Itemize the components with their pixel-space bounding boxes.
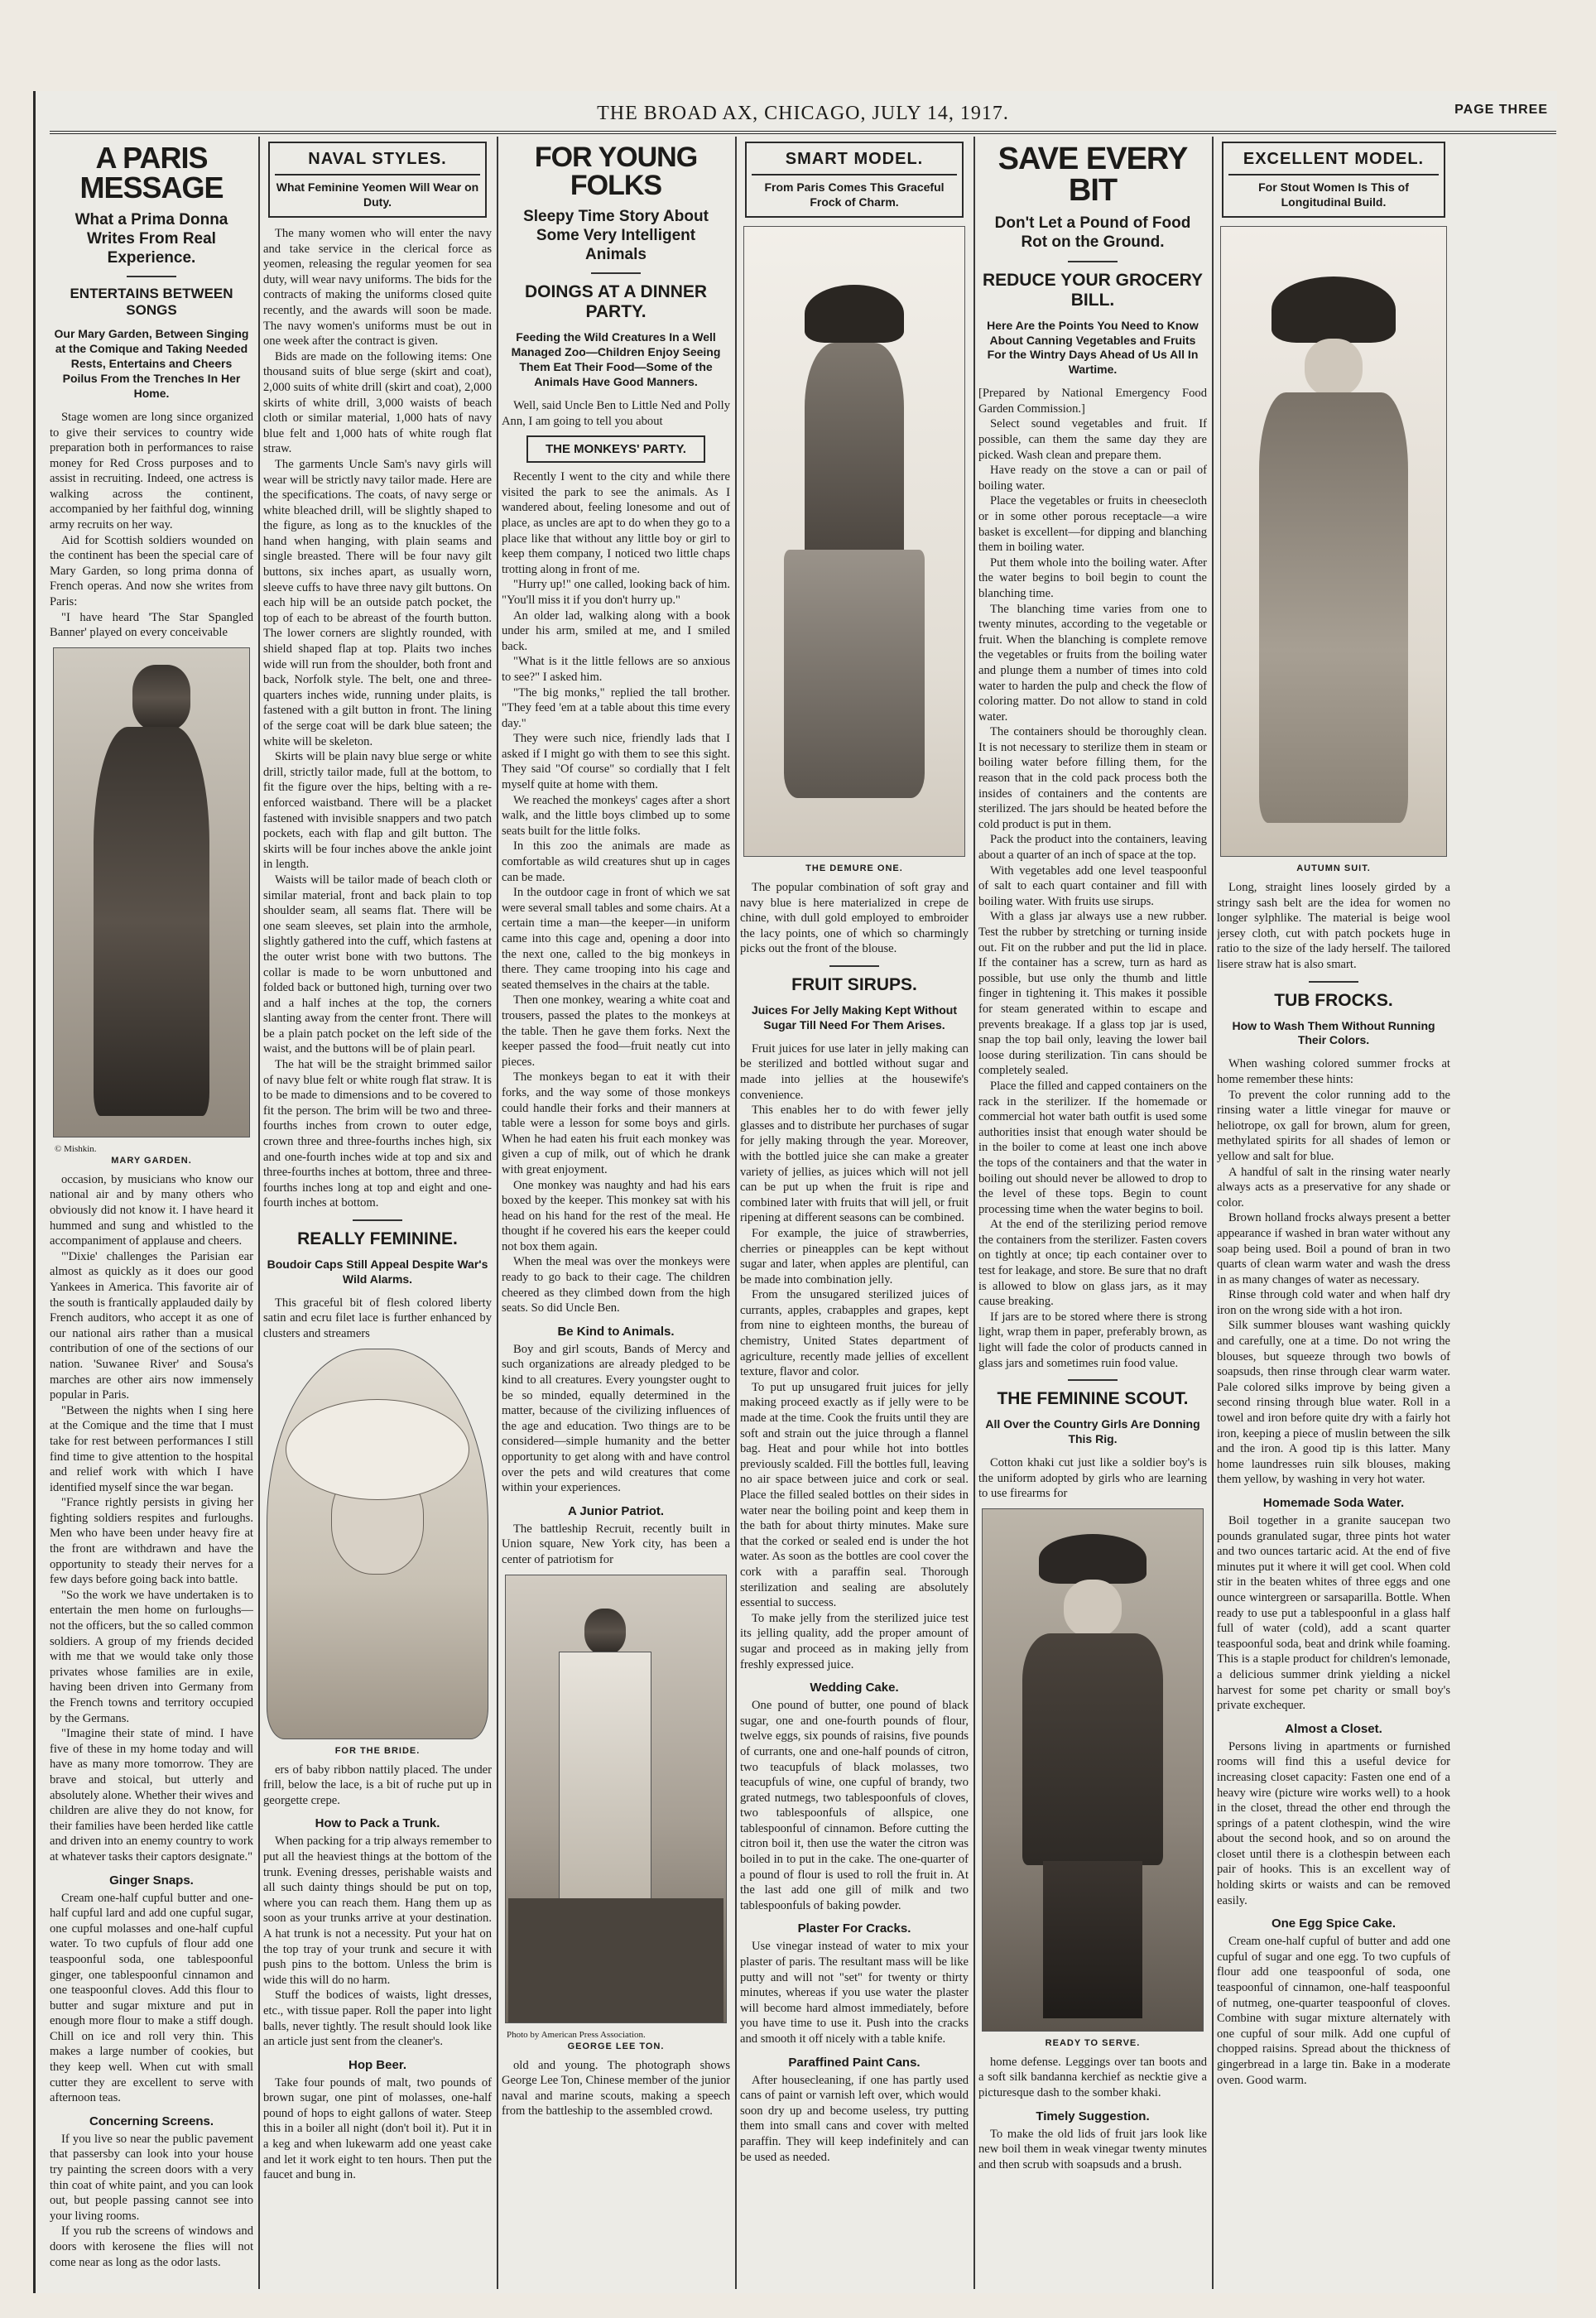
column-young-folks (502, 137, 730, 2289)
boy-uniform (559, 1652, 651, 1902)
subhead: What a Prima Donna Writes From Real Experience. (75, 211, 228, 267)
body-text: Boil together in a granite saucepan two pounds granulated sugar, three pints hot water and two ounces tartaric acid. At the end of five minutes put it where it will get cool. When cold stir in the beaten whites of three eggs and one ounce wintergreen or sarsaparilla. Bottle. When ready to use put a tablespoonful in a glass half full of water (cold), add a scant quarter teaspoonful soda, beat and drink while foaming. This is a staple product for children's lemonade, a delicious summer drink yielding a nickel harvest for some pet charity or small boy's private exchequer. (1217, 1514, 1450, 1713)
body-text: "What is it the little fellows are so anxious to see?" I asked him. (502, 655, 730, 684)
body-text: Cotton khaki cut just like a soldier boy's is the uniform adopted by girls who are learning to use firearms for (978, 1456, 1207, 1501)
body-text: occasion, by musicians who know our national air and by many others who obviously did not know it. I have heard it hummed and sung and whistled to the accompaniment of applause and cheers. (50, 1172, 253, 1248)
body-text: To put up unsugared fruit juices for jelly making proceed exactly as if jelly were to be made at the time. Cook the fruits until they are soft and strain out the juice through a flannel bag. Heat and pour while hot into bottles previously scalded. Fill the bottles full, leaving no air space between juice and cork or seal. Place the filled sealed bottles on their sides in water near the boiling point and keep them in the bath for about thirty minutes. Make sure that the corked or sealed end is under the hot water. As soon as the bottles are cool cover the cork with a paraffin seal. Thorough sterilization and sealing are absolutely essential to success. (740, 1380, 969, 1610)
body-text: old and young. The photograph shows George Lee Ton, Chinese member of the junior naval and marine scouts, making a speech from the battleship to the assembled crowd. (502, 2058, 730, 2118)
body-text: After housecleaning, if one has partly used cans of paint or varnish left over, which would soon dry up and become useless, try putting them into small cans and cover with melted paraffin. They will keep indefinitely and can be used as needed. (740, 2073, 969, 2164)
body-text: "Imagine their state of mind. I have five of these in my home today and will have as many more tomorrow. They are brave and stoical, but utterly and absolutely alone. Whether their wives and children are alive they do not know, for their families have been herded like cattle and driven into an enemy country to work at whatever tasks their captors designate." (50, 1727, 253, 1864)
column-rule (735, 137, 737, 2289)
box-title: EXCELLENT MODEL. (1228, 150, 1439, 176)
lede: How to Wash Them Without Running Their Colors. (1232, 1018, 1435, 1047)
box-title: SMART MODEL. (752, 150, 957, 176)
separator (127, 276, 176, 277)
portrait-figure (94, 727, 209, 1116)
headline-save-every-bit: SAVE EVERY BIT (997, 142, 1188, 208)
column-rule (1212, 137, 1214, 2289)
body-text: This graceful bit of flesh colored liberty satin and ecru filet lace is further enhanced by clusters and streamers (263, 1296, 492, 1340)
prepared-by: [Prepared by National Emergency Food Garden Commission.] (978, 387, 1207, 416)
body-text: Have ready on the stove a can or pail of boiling water. (978, 464, 1207, 493)
body-text: They were such nice, friendly lads that I asked if I might go with them to see this sight. They said "Of course" so cordially that I felt myself quite at home with them. (502, 732, 730, 792)
body-text: "Hurry up!" one called, looking back of him. "You'll miss it if you don't hurry up." (502, 578, 730, 607)
photo-caption: AUTUMN SUIT. (1296, 863, 1371, 873)
body-text: If you rub the screens of windows and doors with kerosene the flies will not come near as long as the odor lasts. (50, 2224, 253, 2269)
monkeys-party-box: THE MONKEYS' PARTY. (526, 435, 705, 463)
body-text: When the meal was over the monkeys were ready to go back to their cage. The children cheered as they climbed down from the high seats. So did Uncle Ben. (502, 1255, 730, 1315)
body-text: Then one monkey, wearing a white coat and trousers, passed the plates to the monkeys at the table. Then he gave them forks. Next the keeper passed the food—fruit neatly cut into pieces. (502, 993, 730, 1069)
body-text: To make the old lids of fruit jars look like new boil them in weak vinegar twenty minutes and then scrub with soapsuds and a brush. (978, 2127, 1207, 2171)
column-smart-model (740, 137, 969, 2289)
section-head: REDUCE YOUR GROCERY BILL. (982, 270, 1204, 310)
body-text: To prevent the color running add to the rinsing water a little vinegar for mauve or heliotrope, ox gall for brown, alum for green, methylated spirits for all shades of lemon or yellow and salt for blue. (1217, 1088, 1450, 1163)
body-text: Fruit juices for use later in jelly making can be sterilized and bottled without sugar and made into jellies at the housewife's convenience. (740, 1041, 969, 1102)
body-text: An older lad, walking along with a book under his arm, smiled at me, and I smiled back. (502, 608, 730, 653)
body-text: With a glass jar always use a new rubber. Test the rubber by stretching or turning inside out. Fit on the rubber and put the lid in place. If the container has a screw, turn as hard as possible, but use only the thumb and little finger in tightening it. This makes it possible for steam generated within to escape and prevents breakage. If a glass top jar is used, snap the top bail only, leaving the lower bail loose during sterilization. Tin cans should be completely sealed. (978, 910, 1207, 1078)
box-subtitle: From Paris Comes This Graceful Frock of Charm. (764, 180, 945, 209)
body-text: The garments Uncle Sam's navy girls will wear will be strictly navy tailor made. Here are the specifications. The coats, of navy serge or white bleached drill, will be slightly shaped to the figure, as long as to the knuckles of the hand when hanging, with plain seams and single breasted. There will be four navy gilt buttons, six inches apart, as usually worn, sleeve cuffs to have three navy gilt buttons. On each hip will be an outside patch pocket, the top of each to be abreast of the fourth button. The lower corners are slightly rounded, with shield shaped flap at top. Plaits two inches wide will run from the shoulder, both front and back, Norfolk style. The belt, one and three-quarters inches wide, running under plaits, is fastened with a gilt button in front. The lining of the serge coat will be dark blue sateen; the white will be skeleton. (263, 457, 492, 748)
lede: Feeding the Wild Creatures In a Well Managed Zoo—Children Enjoy Seeing Them Eat Their Food—Some of the Animals Have Good Manners. (511, 330, 721, 389)
body-text: This enables her to do with fewer jelly glasses and to distribute her purchases of sugar for jelly making through the year. Moreover, with the bottled juice she can make a greater variety of jellies, as juices which will not jell can be put up when the fruit is ripe and combined later with fruits that will jell, or fruit ripening at different seasons can be combined. (740, 1104, 969, 1225)
body-text: Recently I went to the city and while there visited the park to see the animals. As I wandered about, feeling lonesome and out of place, as uncles are apt to do when they go to a place like that without any little boy or girl to keep them company, I noticed two little chaps trotting along in front of me. (502, 470, 730, 576)
column-rule (497, 137, 498, 2289)
minor-head: Wedding Cake. (810, 1681, 899, 1695)
body-text: Bids are made on the following items: One thousand suits of blue serge (skirt and coat), 2,000 suits of white drill (skirt and coat), 2,000 skirts of white drill, 3,000 waists of beach cloth or similar material, 1,000 hats of navy blue felt and 1,000 hats of white rough flat straw. (263, 349, 492, 456)
body-text: At the end of the sterilizing period remove the containers from the sterilizer. Fasten covers on tightly at once; tip each container over to test for leakage, and store. Be sure that no draft is allowed to blow on glass jars, as it may cause breaking. (978, 1218, 1207, 1309)
body-text: "France rightly persists in giving her fighting soldiers respites and furloughs. Men who have been under heavy fire at the front are withdrawn and have the opportunity to steady their nerves for a few days before going back into battle. (50, 1496, 253, 1587)
body-text: "I have heard 'The Star Spangled Banner' played on every conceivable (50, 610, 253, 640)
minor-head: Almost a Closet. (1285, 1721, 1382, 1736)
headline-young-folks: FOR YOUNG FOLKS (534, 142, 698, 201)
body-text: Well, said Uncle Ben to Little Ned and Polly Ann, I am going to tell you about (502, 399, 730, 428)
straw-hat (1272, 277, 1396, 343)
section-head: THE FEMININE SCOUT. (997, 1389, 1189, 1409)
body-text: The blanching time varies from one to twenty minutes, according to the vegetable or fruit. When the blanching is complete remove the vegetables or fruits from the boiling water and plunge them a number of times into cold water to harden the pulp and check the flow of coloring matter. Do not allow to stand in cold water. (978, 602, 1207, 724)
body-text: When washing colored summer frocks at home remember these hints: (1217, 1057, 1450, 1086)
body-text: Place the filled and capped containers on the rack in the sterilizer. If the homemade or commercial hot water bath outfit is used some authorities insist that enough water should be in the boiler to come at least one inch above the tops of the containers and that the water in boiling out should never be allowed to drop to the level of these tops. Begin to count processing time when the water begins to boil. (978, 1079, 1207, 1216)
photo-caption: GEORGE LEE TON. (567, 2041, 665, 2051)
body-text: "'Dixie' challenges the Parisian ear almost as quickly as it does our good Yankees in America. This favorite air of the south is frantically applauded daily by French auditors, who accept it as one of our national airs rather than a musical contribution of one of the sections of our nation. 'Suwanee River' and Sousa's marches are other airs now immensely popular in Paris. (50, 1249, 253, 1402)
separator (1309, 981, 1358, 983)
body-text: If jars are to be stored where there is strong light, wrap them in paper, preferably brown, as light will fade the color of products canned in glass jars and sometimes ruin food value. (978, 1310, 1207, 1370)
body-text: The monkeys began to eat it with their forks, and the way some of those monkeys could handle their forks and their manners at table were a lesson for some boys and girls. When he had eaten his fruit each monkey was given a cup of milk, out of which he drank with great enjoyment. (502, 1070, 730, 1176)
body-text: One monkey was naughty and had his ears boxed by the keeper. This monkey sat with his head on his hand for the rest of the meal. He thought if he covered his ears the keeper could not box them again. (502, 1178, 730, 1253)
body-text: With vegetables add one level teaspoonful of salt to each quart container and fill with boiling water. With fruits use sirups. (978, 863, 1207, 908)
minor-head: Homemade Soda Water. (1262, 1496, 1405, 1510)
masthead-title: THE BROAD AX, CHICAGO, JULY 14, 1917. (597, 103, 1009, 124)
subhead: Sleepy Time Story About Some Very Intelligent Animals (523, 208, 709, 263)
leggings (1043, 1861, 1142, 2018)
photo-caption: FOR THE BRIDE. (334, 1745, 421, 1756)
body-text: Cream one-half cupful butter and one-half cupful lard and add one cupful sugar, one cupful molasses and one-half cupful water. To two cupfuls of flour add one teaspoonful soda, one tablespoonful ginger, one tablespoonful cinnamon and one teaspoonful cloves. Add this flour to butter and sugar mixture and put in enough more flour to make a stiff dough. Chill on ice and roll very thin. This makes a large number of cookies, but they keep well. When cut with small cutter they are excellent to serve with afternoon teas. (50, 1891, 253, 2105)
subhead: Don't Let a Pound of Food Rot on the Ground. (994, 214, 1191, 251)
body-text: To make jelly from the sterilized juice test its jelling quality, add the proper amount of sugar and proceed as in making jelly from freshly expressed juice. (740, 1611, 969, 1671)
page-folio: PAGE THREE (1454, 103, 1548, 117)
body-text: Stuff the bodices of waists, light dresses, etc., with tissue paper. Roll the paper into light balls, never tightly. The result should look like an article just sent from the cleaner's. (263, 1989, 492, 2049)
lede: Boudoir Caps Still Appeal Despite War's Wild Alarms. (267, 1258, 488, 1286)
lede: Here Are the Points You Need to Know About Canning Vegetables and Fruits For the Wintry Days Ahead of Us All In Wartime. (987, 318, 1199, 377)
body-text: Aid for Scottish soldiers wounded on the continent has been the special care of Mary Garden, so long prima donna of French operas. And now she writes from Paris: (50, 533, 253, 609)
boy-head (584, 1609, 626, 1655)
photo-ready-to-serve (982, 1508, 1204, 2032)
hat (805, 285, 904, 343)
separator (353, 1219, 402, 1221)
headline-paris-message: A PARIS MESSAGE (79, 141, 224, 204)
minor-head: Paraffined Paint Cans. (788, 2055, 921, 2070)
column-rule (973, 137, 975, 2289)
column-rule (258, 137, 260, 2289)
body-text: Select sound vegetables and fruit. If possible, can them the same day they are picked. Wash clean and prepare them. (978, 417, 1207, 462)
scout-face (1064, 1580, 1122, 1638)
model-face (1305, 339, 1363, 397)
minor-head: Timely Suggestion. (1036, 2109, 1150, 2123)
section-head: DOINGS AT A DINNER PARTY. (524, 282, 708, 322)
body-text: In the outdoor cage in front of which we sat were several small tables and some chairs. At a certain time a man—the keeper—in uniform came into this cage and, opening a door into the next one, called to the big monkeys in there. They came trooping into his cage and seated themselves in the chairs at the table. (502, 886, 730, 992)
box-title: NAVAL STYLES. (275, 150, 480, 176)
body-text: Silk summer blouses want washing quickly and carefully, one at a time. Do not wring the blouses, but squeeze through two bowls of soapsuds, then rinse through clear warm water. Pale colored silks improve by being given a second rinsing through blue water. Roll in a towel and iron before quite dry with a fairly hot iron, keeping a piece of muslin between the silk and the iron. A good tip is this latter. Many home laundresses ruin silk blouses, making them yellow, by washing in very hot water. (1217, 1319, 1450, 1487)
minor-head: Hop Beer. (348, 2057, 407, 2072)
jersey-suit (1259, 392, 1408, 823)
body-text: The popular combination of soft gray and navy blue is here materialized in crepe de chine, with dull gold employed to embroider the lacy points, one of which so charmingly picks out the front of the blouse. (740, 881, 969, 956)
lede: Our Mary Garden, Between Singing at the Comique and Taking Needed Rests, Entertains and Cheers Poilus From the Trenches In Her Home. (54, 327, 249, 401)
blouse (805, 343, 904, 558)
lede: All Over the Country Girls Are Donning This Rig. (985, 1417, 1200, 1446)
body-text: Boy and girl scouts, Bands of Mercy and such organizations are already pledged to be kind to all creatures. Every youngster ought to be so minded, equally determined in the matter, because of the civilizing influences of the age and education. Two things are to be considered—simple humanity and the better opportunity to get along with and have control over the pets and wild creatures that come within your experiences. (502, 1342, 730, 1495)
body-text: The containers should be thoroughly clean. It is not necessary to sterilize them in steam or boiling water before filling them, for the reason that in the cold pack process both the insides of containers and the contents are sterilized. The jars should be heated before the cold product is put in them. (978, 725, 1207, 831)
body-text: Persons living in apartments or furnished rooms will find this a useful device for increasing closet capacity: Fasten one end of a heavy wire (picture wire works well) to a hook in the closet, thread the other end through the springs of a patent clothespin, wind the wire about the second hook, and so on around the closet until there is a clothespin between each pair of hooks. This is an excellent way of holding skirts or waists and can be removed easily. (1217, 1739, 1450, 1907)
separator (829, 965, 879, 967)
column-excellent-model (1217, 137, 1450, 2289)
body-text: Cream one-half cupful of butter and add one cupful of sugar and one egg. To two cupfuls of flour add one teaspoonful of soda, one teaspoonful of cinnamon, one-half teaspoonful of nutmeg, one-quarter teaspoonful of cloves. Combine with sugar mixture alternately with one cupful of sour milk. Add one cupful of chopped raisins. Spread about the thickness of gingerbread in a large tin. Bake in a moderate oven. Good warm. (1217, 1935, 1450, 2087)
box-subtitle: What Feminine Yeomen Will Wear on Duty. (276, 180, 479, 209)
body-text: ers of baby ribbon nattily placed. The under frill, below the lace, is a bit of ruche put up in georgette crepe. (263, 1763, 492, 1807)
body-text: Take four pounds of malt, two pounds of brown sugar, one pint of molasses, one-half pound of hops to eight gallons of water. Steep this in a boiler all night (don't boil it). Put it in a keg and when lukewarm add one yeast cake and let it work eight to ten hours. Then put the faucet and bung in. (263, 2075, 492, 2182)
body-text: Put them whole into the boiling water. After the water begins to boil begin to count the blanching time. (978, 555, 1207, 600)
minor-head: How to Pack a Trunk. (315, 1816, 440, 1831)
body-text: home defense. Leggings over tan boots and a soft silk bandanna kerchief as necktie give a picturesque dash to the somber khaki. (978, 2055, 1207, 2099)
scout-hat (1039, 1534, 1147, 1584)
minor-head: Concerning Screens. (89, 2114, 214, 2128)
body-text: A handful of salt in the rinsing water nearly always acts as a preservative for any shade or color. (1217, 1165, 1450, 1209)
body-text: Use vinegar instead of water to mix your plaster of paris. The resultant mass will be like putty and will not "set" for twenty or thirty minutes, whereas if you use water the plaster will become hard almost immediately, before you have time to use it. Push into the cracks and smooth it off nicely with a table knife. (740, 1940, 969, 2046)
photo-caption: MARY GARDEN. (111, 1155, 192, 1166)
lede: Juices For Jelly Making Kept Without Sugar Till Need For Them Arises. (751, 1003, 958, 1032)
masthead (50, 98, 1556, 134)
body-text: For example, the juice of strawberries, cherries or pineapples can be kept without sugar and later, when apples are plentiful, can be made into combination jelly. (740, 1226, 969, 1286)
body-text: "Between the nights when I sing here at the Comique and the time that I must take for rest between performances I still find time to give attention to the hospital and relief work with which I have identified myself since the war began. (50, 1403, 253, 1494)
column-save-every-bit (978, 137, 1207, 2289)
body-text: When packing for a trip always remember to put all the heaviest things at the bottom of the trunk. Evening dresses, perishable waists and all such dainty things should be put on top, where you can reach them. Hang them up as soon as your trunks arrive at your destination. A hat trunk is not a necessity. Put your hat on the top tray of your trunk and secure it with push pins to the bottom. Unless the brim is wide this will do no harm. (263, 1835, 492, 1987)
naval-styles-box (268, 142, 487, 218)
photo-caption: THE DEMURE ONE. (805, 863, 903, 873)
section-head: ENTERTAINS BETWEEN SONGS (70, 286, 233, 319)
smart-model-box (745, 142, 964, 218)
section-head: TUB FROCKS. (1274, 990, 1393, 1010)
body-text: "So the work we have undertaken is to entertain the men home on furloughs—not the officers, but the so called common soldiers. A group of my friends decided with me that we would take only those privates whose families are in exile, having been driven into Germany from the French towns and territory occupied by the Germans. (50, 1588, 253, 1725)
body-text: The many women who will enter the navy and take service in the clerical force as yeomen, releasing the regular yeomen for sea duty, will wear navy uniforms. The bids for the contracts of making the uniforms closed quite recently, and the awards will soon be made. The navy women's uniforms must be out in one week after the contract is given. (263, 227, 492, 349)
body-text: "The big monks," replied the tall brother. "They feed 'em at a table about this time every day." (502, 685, 730, 730)
photo-autumn-suit (1220, 226, 1447, 857)
photo-credit: Photo by American Press Association. (507, 2029, 646, 2040)
photo-for-the-bride (267, 1349, 488, 1739)
body-text: The battleship Recruit, recently built in Union square, New York city, has been a center of patriotism for (502, 1522, 730, 1566)
khaki-uniform (1022, 1633, 1163, 1865)
excellent-model-box (1222, 142, 1445, 218)
photo-credit: © Mishkin. (55, 1143, 97, 1154)
photo-caption: READY TO SERVE. (1045, 2037, 1141, 2048)
minor-head: A Junior Patriot. (567, 1503, 665, 1518)
boudoir-cap (286, 1399, 469, 1500)
body-text: Skirts will be plain navy blue serge or white drill, strictly tailor made, full at the bottom, to fit the figure over the hips, belting with a re-enforced waistband. There will be a placket fastened with invisible snappers and two patch pockets, each with flap and gilt button. The skirts will be four inches above the ankle joint in length. (263, 750, 492, 872)
box-subtitle: For Stout Women Is This of Longitudinal Build. (1258, 180, 1409, 209)
body-text: We reached the monkeys' cages after a short walk, and the little boys climbed up to some seats built for the little folks. (502, 793, 730, 838)
minor-head: Plaster For Cracks. (797, 1921, 911, 1936)
body-text: In this zoo the animals are made as comfortable as wild creatures shut up in cages can be made. (502, 839, 730, 884)
body-text: Rinse through cold water and when half dry iron on the wrong side with a hot iron. (1217, 1288, 1450, 1317)
body-text: If you live so near the public pavement that passersby can look into your house try painting the screen doors with a very thin coat of white paint, and you can look out, but people passing cannot see into your living rooms. (50, 2132, 253, 2223)
minor-head: Ginger Snaps. (109, 1873, 194, 1888)
column-paris-message (50, 137, 253, 2289)
body-text: From the unsugared sterilized juices of currants, apples, crabapples and grapes, kept from nine to eighteen months, the bureau of chemistry, United States department of agriculture, recently made jellies of excellent texture, flavor and color. (740, 1288, 969, 1379)
column-naval-styles (263, 137, 492, 2289)
battleship-deck (508, 1898, 723, 2022)
section-head: FRUIT SIRUPS. (791, 974, 917, 994)
body-text: Long, straight lines loosely girded by a stringy sash belt are the idea for women no longer sylphlike. The material is beige wool jersey cloth, cut with patch pockets huge in ratio to the size of the lady herself. The tailored lisere straw hat is also smart. (1217, 881, 1450, 971)
portrait-head (132, 665, 190, 731)
body-text: Pack the product into the containers, leaving about a quarter of an inch of space at the top. (978, 833, 1207, 863)
photo-george-lee-ton (505, 1575, 727, 2023)
skirt (784, 550, 925, 798)
body-text: One pound of butter, one pound of black sugar, one and one-fourth pounds of flour, twelve eggs, six pounds of raisins, five pounds of currants, one and one-half pounds of citron, two teacupfuls of black molasses, two teacupfuls of wine, one cupful of brandy, two grated nutmegs, two tablespoonfuls of cloves, two tablespoonfuls of allspice, one tablespoonful of cinnamon. Before cutting the citron boil it, then use the water the citron was boiled in to put in the cake. The one-quarter of a pound of flour is used to roll the fruit in. At the last add one gill of milk and two tablespoonfuls of baking powder. (740, 1699, 969, 1912)
photo-demure-one (743, 226, 965, 857)
separator (1068, 261, 1118, 262)
body-text: Brown holland frocks always present a better appearance if washed in bran water without any soap being used. Boil a pound of bran in two quarts of clean warm water and wash the dress in as many changes of water as necessary. (1217, 1211, 1450, 1286)
section-head: REALLY FEMININE. (297, 1229, 458, 1248)
photo-mary-garden (53, 647, 250, 1137)
body-text: Place the vegetables or fruits in cheesecloth or in some other porous receptacle—a wire basket is excellent—for dipping and blanching them in boiling water. (978, 494, 1207, 555)
body-text: The hat will be the straight brimmed sailor of navy blue felt or white rough flat straw. It is to be made to dimensions and to be covered to fit the person. The brim will be two and three-fourths inches from crown to outer edge, crown three and three-fourths inches high, six and one-fourth inches wide at top and six and three-fourths inches at bottom, three and three-fourths inches long at top and eight and one-fourth inches at bottom. (263, 1058, 492, 1210)
body-text: Waists will be tailor made of beach cloth or similar material, front and back plain to top shoulder seam, all seams flat. There will be one seam sleeves, set plain into the armhole, slightly gathered into the cuff, which fastens at the outer wrist bone with two buttons. The collar is made to be worn unbuttoned and folded back or buttoned high, turning over two and a half inches at the top, the corners slanting away from the center front. There will be a plain patch pocket on the left side of the waist, and the buttons will be of plain pearl. (263, 873, 492, 1056)
minor-head: Be Kind to Animals. (557, 1324, 675, 1339)
body-text: Stage women are long since organized to give their services to country wide preparation both in performances to raise money for Red Cross purposes and to assist in recruiting. Indeed, one actress is walking across the continent, accompanied by her faithful dog, winning army recruits on her way. (50, 410, 253, 532)
separator (1068, 1379, 1118, 1381)
minor-head: One Egg Spice Cake. (1271, 1916, 1396, 1931)
separator (591, 272, 641, 274)
